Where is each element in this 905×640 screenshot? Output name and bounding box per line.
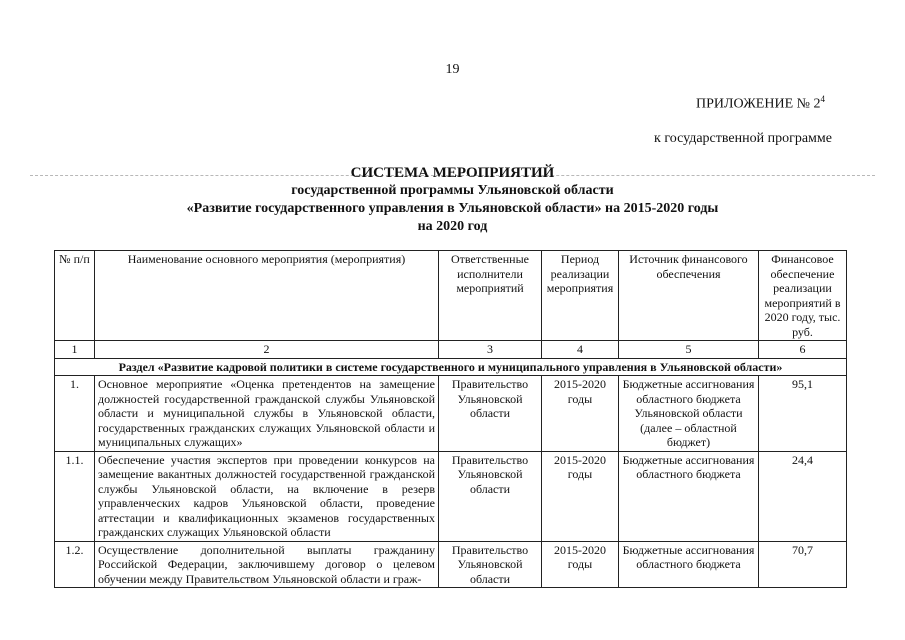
row-name: Обеспечение участия экспертов при проведении конкурсов на замещение вакантных должностей государственной гражданской службы Ульяновской области, на включение в резерв управленческих кадров Ульяновской области, проведение аттестации и квалификационных экзаменов государственных гражданских служащих Ульяновской области	[95, 451, 439, 541]
header-executor: Ответственные исполнители мероприятий	[439, 251, 542, 341]
row-period: 2015-2020 годы	[542, 541, 619, 588]
column-number: 2	[95, 341, 439, 359]
header-amount: Финансовое обеспечение реализации мероприятий в 2020 году, тыс. руб.	[759, 251, 847, 341]
row-executor: Правительство Ульяновской области	[439, 541, 542, 588]
section-row	[55, 358, 847, 376]
row-source: Бюджетные ассигнования областного бюджета	[619, 451, 759, 541]
appendix-label	[696, 94, 825, 113]
row-name: Осуществление дополнительной выплаты гражданину Российской Федерации, заключившему договор о целевом обучении между Правительством Ульяновской области и граж-	[95, 541, 439, 588]
table-row	[55, 541, 847, 588]
document-heading	[0, 164, 905, 236]
table-row	[55, 376, 847, 452]
header-source: Источник финансового обеспечения	[619, 251, 759, 341]
column-number: 1	[55, 341, 95, 359]
row-amount: 70,7	[759, 541, 847, 588]
row-amount: 24,4	[759, 451, 847, 541]
table-header-row	[55, 251, 847, 341]
column-number-row	[55, 341, 847, 359]
row-number: 1.2.	[55, 541, 95, 588]
row-source: Бюджетные ассигнования областного бюджета	[619, 541, 759, 588]
heading-line-4: на 2020 год	[417, 219, 488, 234]
header-name: Наименование основного мероприятия (мероприятия)	[95, 251, 439, 341]
column-number: 6	[759, 341, 847, 359]
heading-title: СИСТЕМА МЕРОПРИЯТИЙ	[350, 165, 555, 181]
column-number: 4	[542, 341, 619, 359]
table-row	[55, 451, 847, 541]
row-amount: 95,1	[759, 376, 847, 452]
column-number: 5	[619, 341, 759, 359]
appendix-text: ПРИЛОЖЕНИЕ № 2	[696, 96, 821, 112]
row-period: 2015-2020 годы	[542, 451, 619, 541]
appendix-superscript: 4	[820, 94, 825, 104]
heading-line-2: государственной программы Ульяновской области	[291, 183, 614, 198]
row-number: 1.	[55, 376, 95, 452]
heading-line-3: «Развитие государственного управления в Ульяновской области» на 2015-2020 годы	[186, 201, 719, 216]
page-number: 19	[445, 62, 460, 77]
events-table	[54, 250, 847, 588]
row-name: Основное мероприятие «Оценка претендентов на замещение должностей государственной гражданской службы Ульяновской области и муниципальной службы в Ульяновской области, государственных гражданских служащих Ульяновской области и муниципальных служащих»	[95, 376, 439, 452]
row-period: 2015-2020 годы	[542, 376, 619, 452]
row-executor: Правительство Ульяновской области	[439, 451, 542, 541]
header-period: Период реализации мероприятия	[542, 251, 619, 341]
row-executor: Правительство Ульяновской области	[439, 376, 542, 452]
section-title: Раздел «Развитие кадровой политики в системе государственного и муниципального управления в Ульяновской области»	[55, 358, 847, 376]
header-number: № п/п	[55, 251, 95, 341]
row-number: 1.1.	[55, 451, 95, 541]
column-number: 3	[439, 341, 542, 359]
program-reference: к государственной программе	[654, 131, 832, 146]
row-source: Бюджетные ассигнования областного бюджета Ульяновской области (далее – областной бюджет)	[619, 376, 759, 452]
